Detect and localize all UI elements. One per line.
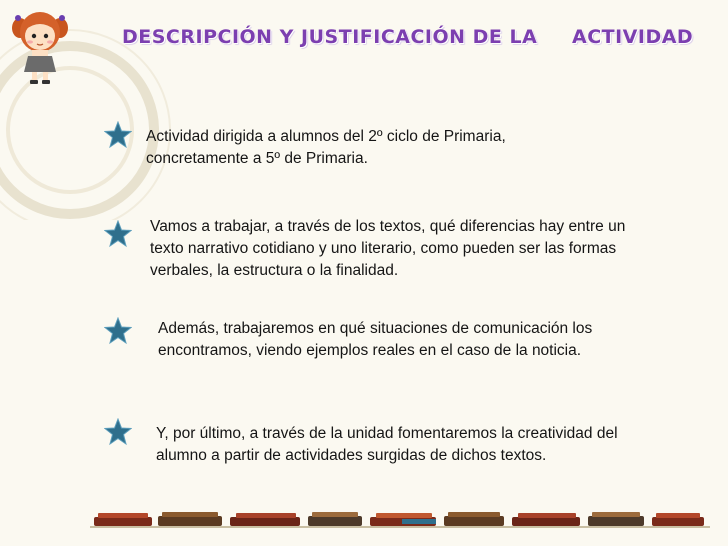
star-icon xyxy=(104,121,132,149)
slide-title: DESCRIPCIÓN Y JUSTIFICACIÓN DE LA xyxy=(122,26,538,48)
girl-mascot-icon xyxy=(10,6,70,86)
star-icon xyxy=(104,317,132,345)
star-icon xyxy=(104,220,132,248)
slide-title-end: ACTIVIDAD xyxy=(572,26,694,48)
paragraph-4: Y, por último, a través de la unidad fomentaremos la creatividad del alumno a partir de actividades surgidas de dichos textos. xyxy=(156,425,618,464)
star-icon xyxy=(104,418,132,446)
paragraph-2: Vamos a trabajar, a través de los textos, qué diferencias hay entre un texto narrativo cotidiano y uno literario, como pueden ser las formas verbales, la estructura o la finalidad. xyxy=(150,218,626,279)
paragraph-3: Además, trabajaremos en qué situaciones de comunicación los encontramos, viendo ejemplos reales en el caso de la noticia. xyxy=(158,320,593,359)
paragraph-1: Actividad dirigida a alumnos del 2º ciclo de Primaria, concretamente a 5º de Primaria. xyxy=(146,128,506,167)
books-decoration-icon xyxy=(90,503,710,533)
